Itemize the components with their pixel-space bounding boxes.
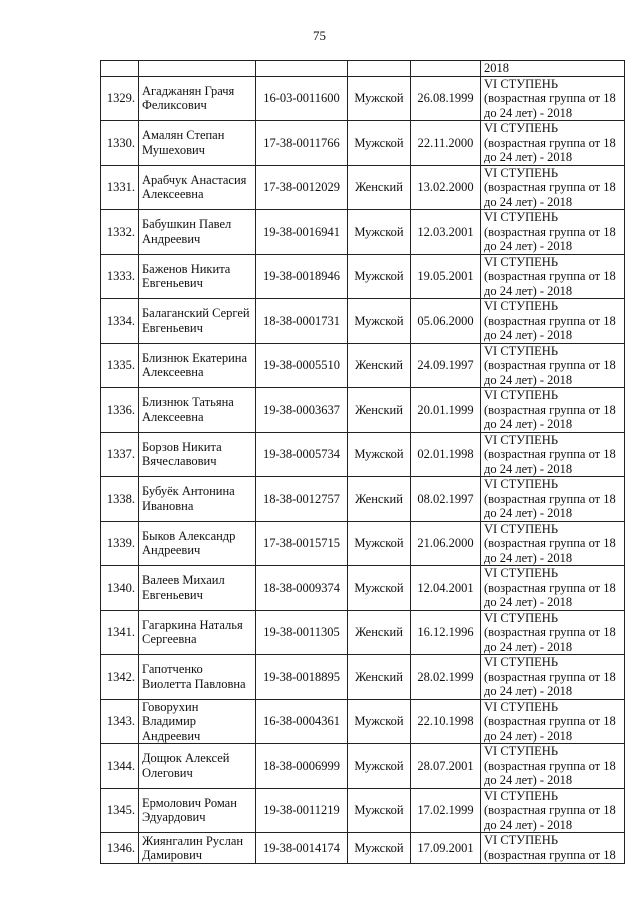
uin-cell: 17-38-0011766	[256, 121, 348, 166]
level-cell	[481, 610, 625, 655]
table-row	[101, 254, 625, 299]
row-number-cell: 1329.	[101, 76, 139, 121]
birth-date-cell: 05.06.2000	[411, 299, 481, 344]
gender-cell: Женский	[348, 477, 411, 522]
row-number-cell: 1331.	[101, 165, 139, 210]
level-text-line: VI СТУПЕНЬ	[484, 477, 559, 491]
uin-cell: 18-38-0006999	[256, 744, 348, 789]
level-text-line: до 24 лет) - 2018	[484, 728, 573, 743]
uin-cell: 19-38-0011305	[256, 610, 348, 655]
level-text-line: VI СТУПЕНЬ	[484, 343, 559, 358]
birth-date-cell: 24.09.1997	[411, 343, 481, 388]
uin-cell: 19-38-0003637	[256, 388, 348, 433]
uin-cell: 16-38-0004361	[256, 699, 348, 744]
table-row	[101, 388, 625, 433]
full-name-cell: Гагаркина Наталья Сергеевна	[139, 610, 256, 655]
level-text-line: до 24 лет) - 2018	[484, 150, 573, 164]
birth-date-cell: 26.08.1999	[411, 76, 481, 121]
row-number-cell	[101, 61, 139, 77]
table-row	[101, 610, 625, 655]
page-number: 75	[313, 28, 326, 43]
level-cell	[481, 299, 625, 344]
row-number-cell: 1340.	[101, 566, 139, 611]
full-name-cell: Борзов Никита Вячеславович	[139, 432, 256, 477]
full-name-cell: Балаганский Сергей Евгеньевич	[139, 299, 256, 344]
birth-date-cell	[411, 61, 481, 77]
level-text-line: VI СТУПЕНЬ	[484, 699, 559, 714]
level-text-line: до 24 лет) - 2018	[484, 461, 573, 476]
uin-cell: 19-38-0011219	[256, 788, 348, 833]
level-text-line: (возрастная группа от 18	[484, 358, 616, 372]
table-row	[101, 76, 625, 121]
row-number-cell: 1333.	[101, 254, 139, 299]
row-number-cell: 1342.	[101, 655, 139, 700]
full-name-cell: Говорухин Владимир Андреевич	[139, 699, 256, 744]
level-text-line: (возрастная группа от 18	[484, 580, 616, 595]
level-text-line: (возрастная группа от 18	[484, 91, 616, 105]
gender-cell: Мужской	[348, 521, 411, 566]
level-text-line: (возрастная группа от 18	[484, 758, 616, 773]
level-text-line: до 24 лет) - 2018	[484, 105, 573, 120]
level-text-line: до 24 лет) - 2018	[484, 773, 573, 787]
level-cell	[481, 343, 625, 388]
row-number-cell: 1337.	[101, 432, 139, 477]
level-cell	[481, 121, 625, 166]
table-row	[101, 432, 625, 477]
uin-cell: 17-38-0012029	[256, 165, 348, 210]
level-text-line: (возрастная группа от 18	[484, 847, 616, 862]
full-name-cell: Агаджанян Грачя Феликсович	[139, 76, 256, 121]
uin-cell: 19-38-0014174	[256, 833, 348, 864]
level-text-line: VI СТУПЕНЬ	[484, 744, 559, 758]
full-name-cell: Дощюк Алексей Олегович	[139, 744, 256, 789]
birth-date-cell: 22.10.1998	[411, 699, 481, 744]
row-number-cell: 1344.	[101, 744, 139, 789]
level-text-line: (возрастная группа от 18	[484, 714, 616, 728]
level-cell	[481, 655, 625, 700]
level-text-line: до 24 лет) - 2018	[484, 684, 573, 698]
birth-date-cell: 08.02.1997	[411, 477, 481, 522]
row-number-cell: 1343.	[101, 699, 139, 744]
level-cell	[481, 254, 625, 299]
level-text-line: VI СТУПЕНЬ	[484, 165, 559, 180]
level-cell	[481, 788, 625, 833]
full-name-cell	[139, 61, 256, 77]
gender-cell: Мужской	[348, 76, 411, 121]
level-text-line: до 24 лет) - 2018	[484, 239, 573, 253]
uin-cell	[256, 61, 348, 77]
birth-date-cell: 16.12.1996	[411, 610, 481, 655]
level-cell	[481, 165, 625, 210]
level-text-line: (возрастная группа от 18	[484, 269, 616, 283]
registry-body	[101, 61, 625, 864]
gender-cell: Мужской	[348, 699, 411, 744]
level-text-line: до 24 лет) - 2018	[484, 506, 573, 520]
gender-cell: Женский	[348, 388, 411, 433]
row-number-cell: 1335.	[101, 343, 139, 388]
table-row	[101, 299, 625, 344]
level-text-line: VI СТУПЕНЬ	[484, 210, 559, 224]
level-cell	[481, 699, 625, 744]
row-number-cell: 1345.	[101, 788, 139, 833]
table-row	[101, 699, 625, 744]
row-number-cell: 1336.	[101, 388, 139, 433]
gender-cell: Мужской	[348, 210, 411, 255]
level-text-line: VI СТУПЕНЬ	[484, 76, 559, 91]
level-text-line: до 24 лет) - 2018	[484, 639, 573, 654]
level-cell	[481, 432, 625, 477]
full-name-cell: Валеев Михаил Евгеньевич	[139, 566, 256, 611]
level-text-line: VI СТУПЕНЬ	[484, 121, 559, 135]
gender-cell: Женский	[348, 655, 411, 700]
level-text-line: (возрастная группа от 18	[484, 180, 616, 194]
level-cell	[481, 521, 625, 566]
full-name-cell: Баженов Никита Евгеньевич	[139, 254, 256, 299]
level-text-line: до 24 лет) - 2018	[484, 328, 573, 342]
row-number-cell: 1330.	[101, 121, 139, 166]
level-text-line: VI СТУПЕНЬ	[484, 299, 559, 313]
uin-cell: 19-38-0018895	[256, 655, 348, 700]
level-cell	[481, 744, 625, 789]
birth-date-cell: 12.04.2001	[411, 566, 481, 611]
level-text-line: (возрастная группа от 18	[484, 803, 616, 817]
birth-date-cell: 20.01.1999	[411, 388, 481, 433]
level-text-line: VI СТУПЕНЬ	[484, 388, 559, 402]
gender-cell: Мужской	[348, 744, 411, 789]
level-text-line: VI СТУПЕНЬ	[484, 521, 559, 536]
level-cell	[481, 210, 625, 255]
level-text-line: VI СТУПЕНЬ	[484, 788, 559, 803]
gender-cell: Мужской	[348, 299, 411, 344]
uin-cell: 19-38-0016941	[256, 210, 348, 255]
level-text-line: до 24 лет) - 2018	[484, 417, 573, 431]
level-text-line: (возрастная группа от 18	[484, 224, 616, 239]
level-cell	[481, 566, 625, 611]
table-row	[101, 744, 625, 789]
level-text-line: (возрастная группа от 18	[484, 313, 616, 328]
full-name-cell: Быков Александр Андреевич	[139, 521, 256, 566]
table-row	[101, 343, 625, 388]
uin-cell: 19-38-0018946	[256, 254, 348, 299]
level-cell: 2018	[481, 61, 625, 77]
table-row	[101, 788, 625, 833]
row-number-cell: 1334.	[101, 299, 139, 344]
row-number-cell: 1338.	[101, 477, 139, 522]
gender-cell: Женский	[348, 343, 411, 388]
table-row	[101, 833, 625, 864]
uin-cell: 18-38-0009374	[256, 566, 348, 611]
birth-date-cell: 19.05.2001	[411, 254, 481, 299]
level-text-line: VI СТУПЕНЬ	[484, 566, 559, 580]
full-name-cell: Близнюк Екатерина Алексеевна	[139, 343, 256, 388]
level-text-line: VI СТУПЕНЬ	[484, 432, 559, 447]
registry-table	[100, 60, 625, 864]
level-text-line: до 24 лет) - 2018	[484, 194, 573, 209]
birth-date-cell: 28.02.1999	[411, 655, 481, 700]
full-name-cell: Гапотченко Виолетта Павловна	[139, 655, 256, 700]
gender-cell: Мужской	[348, 432, 411, 477]
row-number-cell: 1346.	[101, 833, 139, 864]
level-text-line: (возрастная группа от 18	[484, 135, 616, 150]
gender-cell: Мужской	[348, 833, 411, 864]
full-name-cell: Жиянгалин Руслан Дамирович	[139, 833, 256, 864]
level-text-line: (возрастная группа от 18	[484, 669, 616, 684]
birth-date-cell: 22.11.2000	[411, 121, 481, 166]
full-name-cell: Арабчук Анастасия Алексеевна	[139, 165, 256, 210]
uin-cell: 16-03-0011600	[256, 76, 348, 121]
level-text-line: (возрастная группа от 18	[484, 447, 616, 461]
level-cell	[481, 477, 625, 522]
birth-date-cell: 12.03.2001	[411, 210, 481, 255]
level-text-line: (возрастная группа от 18	[484, 491, 616, 506]
level-text-line: (возрастная группа от 18	[484, 402, 616, 417]
level-text-line: VI СТУПЕНЬ	[484, 610, 559, 625]
row-number-cell: 1341.	[101, 610, 139, 655]
level-text-line: VI СТУПЕНЬ	[484, 655, 559, 669]
table-row	[101, 477, 625, 522]
gender-cell: Мужской	[348, 254, 411, 299]
level-text-line: (возрастная группа от 18	[484, 536, 616, 550]
level-text-line: до 24 лет) - 2018	[484, 817, 573, 832]
row-number-cell: 1332.	[101, 210, 139, 255]
level-text-line: до 24 лет) - 2018	[484, 595, 573, 609]
gender-cell: Мужской	[348, 121, 411, 166]
full-name-cell: Бубуёк Антонина Ивановна	[139, 477, 256, 522]
table-row	[101, 655, 625, 700]
full-name-cell: Ермолович Роман Эдуардович	[139, 788, 256, 833]
gender-cell: Мужской	[348, 788, 411, 833]
uin-cell: 19-38-0005734	[256, 432, 348, 477]
birth-date-cell: 13.02.2000	[411, 165, 481, 210]
birth-date-cell: 17.02.1999	[411, 788, 481, 833]
uin-cell: 19-38-0005510	[256, 343, 348, 388]
carry-over-row	[101, 61, 625, 77]
level-text-line: до 24 лет) - 2018	[484, 283, 573, 298]
uin-cell: 17-38-0015715	[256, 521, 348, 566]
table-row	[101, 521, 625, 566]
level-cell	[481, 76, 625, 121]
birth-date-cell: 17.09.2001	[411, 833, 481, 864]
birth-date-cell: 02.01.1998	[411, 432, 481, 477]
birth-date-cell: 28.07.2001	[411, 744, 481, 789]
birth-date-cell: 21.06.2000	[411, 521, 481, 566]
uin-cell: 18-38-0012757	[256, 477, 348, 522]
full-name-cell: Амалян Степан Мушехович	[139, 121, 256, 166]
table-row	[101, 566, 625, 611]
gender-cell: Женский	[348, 610, 411, 655]
row-number-cell: 1339.	[101, 521, 139, 566]
gender-cell	[348, 61, 411, 77]
level-text-line: до 24 лет) - 2018	[484, 550, 573, 565]
uin-cell: 18-38-0001731	[256, 299, 348, 344]
level-text-line: VI СТУПЕНЬ	[484, 833, 559, 847]
level-text-line: (возрастная группа от 18	[484, 625, 616, 639]
level-text-line: VI СТУПЕНЬ	[484, 254, 559, 269]
full-name-cell: Близнюк Татьяна Алексеевна	[139, 388, 256, 433]
table-row	[101, 165, 625, 210]
gender-cell: Мужской	[348, 566, 411, 611]
level-text-line: до 24 лет) - 2018	[484, 372, 573, 387]
full-name-cell: Бабушкин Павел Андреевич	[139, 210, 256, 255]
level-cell	[481, 388, 625, 433]
table-row	[101, 210, 625, 255]
table-row	[101, 121, 625, 166]
level-cell	[481, 833, 625, 864]
gender-cell: Женский	[348, 165, 411, 210]
